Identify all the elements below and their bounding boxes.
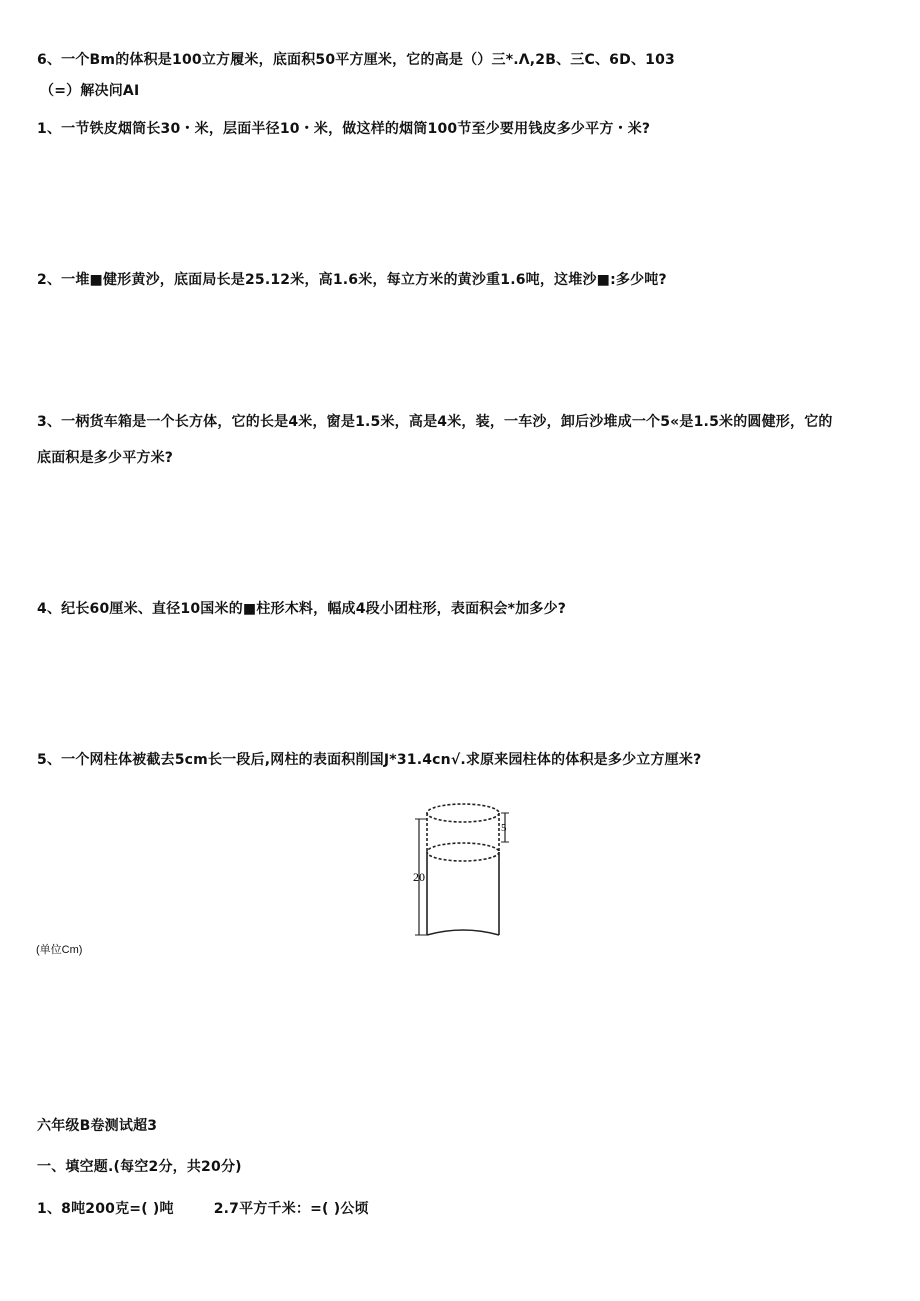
question-3-line-2: 底面积是多少平方米? bbox=[37, 450, 174, 466]
question-6: 6、一个Bm的体积是100立方履米，底面积50平方厘米，它的高是（）三*.Λ,2B、三C、6D、103 bbox=[37, 52, 675, 68]
fill-in-1b: 2.7平方千米：=( )公顷 bbox=[213, 1201, 369, 1217]
question-1: 1、一节铁皮烟筒长30・米，层面半径10・米，做这样的烟筒100节至少要用钱皮多少平方・米? bbox=[37, 121, 651, 137]
unit-note: (单位Cm) bbox=[36, 944, 83, 956]
cut-top-ellipse bbox=[427, 804, 499, 822]
fill-in-section-heading: 一、填空题.(每空2分，共20分) bbox=[37, 1159, 242, 1175]
question-5: 5、一个网柱体被截去5cm长一段后,网柱的表面积削国J*31.4cn√.求原来园柱体的体积是多少立方厘米? bbox=[37, 752, 702, 768]
dimension-20-label: 20 bbox=[413, 870, 425, 884]
question-2: 2、一堆■健形黄沙，底面局长是25.12米，高1.6米，每立方米的黄沙重1.6吨，这堆沙■:多少吨? bbox=[37, 272, 667, 288]
b-test-title: 六年级B卷测试超3 bbox=[37, 1118, 158, 1134]
cut-line-ellipse bbox=[427, 843, 499, 861]
dimension-5-label: 5 bbox=[501, 822, 507, 834]
fill-in-question-1 bbox=[37, 1198, 369, 1218]
cylinder-figure bbox=[413, 797, 509, 939]
section-heading-solve: （=）解决问AI bbox=[40, 83, 140, 99]
cylinder-bottom bbox=[427, 930, 499, 935]
fill-in-1a: 1、8吨200克=( )吨 bbox=[37, 1201, 174, 1217]
question-3-line-1: 3、一柄货车箱是一个长方体，它的长是4米，窗是1.5米，高是4米，装，一车沙，卸后沙堆成一个5«是1.5米的圆健形，它的 bbox=[37, 414, 833, 430]
question-4: 4、纪长60厘米、直径10国米的■柱形木料，幅成4段小团柱形，表面积会*加多少? bbox=[37, 601, 567, 617]
